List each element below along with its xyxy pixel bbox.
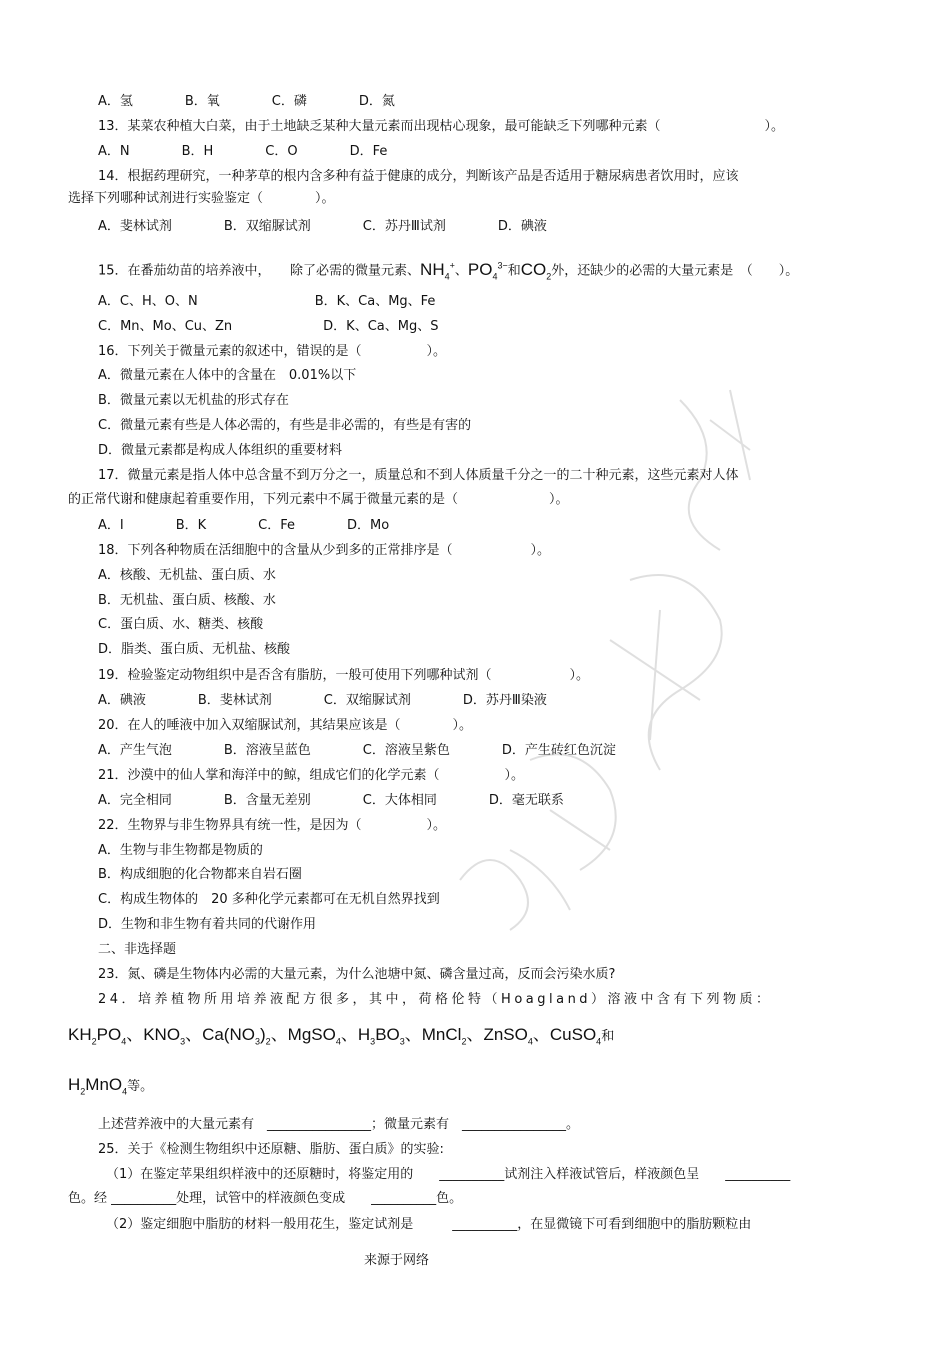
q14-options: A．斐林试剂 B．双缩脲试剂 C．苏丹Ⅲ试剂 D．碘液 bbox=[98, 219, 547, 234]
q18-stem: 18．下列各种物质在活细胞中的含量从少到多的正常排序是（ ）。 bbox=[98, 543, 551, 558]
q14-stem-line2: 选择下列哪种试剂进行实验鉴定（ ）。 bbox=[68, 191, 335, 206]
q18-option-c: C．蛋白质、水、糖类、核酸 bbox=[98, 617, 264, 632]
q24-stem: 24．培养植物所用培养液配方很多，其中，荷格伦特（Hoagland）溶液中含有下列物质： bbox=[98, 992, 773, 1007]
q18-option-a: A．核酸、无机盐、蛋白质、水 bbox=[98, 568, 276, 583]
q17-stem-line1: 17．微量元素是指人体中总含量不到万分之一，质量总和不到人体质量千分之一的二十种元素，这些元素对人体 bbox=[98, 468, 739, 483]
q19-stem: 19．检验鉴定动物组织中是否含有脂肪，一般可使用下列哪种试剂（ ）。 bbox=[98, 668, 590, 683]
q24-formula-line1: $KH_2PO_4$、$KNO_3$、$Ca(NO_3)_2$、MgSO$_4$、$H_3BO_3$、MnCl$_2$、ZnSO$_4$、CuSO$_4$和 bbox=[68, 1025, 615, 1047]
q13-options: A．N B．H C．O D．Fe bbox=[98, 144, 388, 159]
q22-option-c: C．构成生物体的 20 多种化学元素都可在无机自然界找到 bbox=[98, 892, 440, 907]
q16-stem: 16．下列关于微量元素的叙述中，错误的是（ ）。 bbox=[98, 344, 447, 359]
q15-options-line2: C．Mn、Mo、Cu、Zn D．K、Ca、Mg、S bbox=[98, 319, 439, 334]
q16-option-d: D．微量元素都是构成人体组织的重要材料 bbox=[98, 443, 343, 458]
q22-option-a: A．生物与非生物都是物质的 bbox=[98, 843, 263, 858]
q25-part1-line2[interactable]: 色。经 __________处理，试管中的样液颜色变成 __________色。 bbox=[68, 1191, 463, 1206]
q16-option-c: C．微量元素有些是人体必需的，有些是非必需的，有些是有害的 bbox=[98, 418, 472, 433]
q17-stem-line2: 的正常代谢和健康起着重要作用，下列元素中不属于微量元素的是（ ）。 bbox=[68, 492, 569, 507]
q18-option-b: B．无机盐、蛋白质、核酸、水 bbox=[98, 593, 276, 608]
q24-formula-line2: $H_2MnO_4$等。 bbox=[68, 1075, 154, 1097]
q12-options: A．氢 B．氧 C．磷 D．氮 bbox=[98, 94, 395, 109]
q17-options: A．I B．K C．Fe D．Mo bbox=[98, 518, 390, 533]
q15-options-line1: A．C、H、O、N B．K、Ca、Mg、Fe bbox=[98, 294, 436, 309]
q13-stem: 13．某菜农种植大白菜，由于土地缺乏某种大量元素而出现枯心现象，最可能缺乏下列哪种元素（ ）。 bbox=[98, 119, 785, 134]
co2-formula: $CO_2$ bbox=[520, 259, 552, 282]
q22-option-b: B．构成细胞的化合物都来自岩石圈 bbox=[98, 867, 302, 882]
q22-option-d: D．生物和非生物有着共同的代谢作用 bbox=[98, 917, 317, 932]
q22-stem: 22．生物界与非生物界具有统一性，是因为（ ）。 bbox=[98, 818, 447, 833]
q14-stem-line1: 14．根据药理研究，一种茅草的根内含多种有益于健康的成分，判断该产品是否适用于糖尿病患者饮用时，应该 bbox=[98, 169, 739, 184]
watermark bbox=[430, 380, 790, 940]
q18-option-d: D．脂类、蛋白质、无机盐、核酸 bbox=[98, 642, 291, 657]
q20-stem: 20．在人的唾液中加入双缩脲试剂，其结果应该是（ ）。 bbox=[98, 718, 473, 733]
q16-option-a: A．微量元素在人体中的含量在 0.01%以下 bbox=[98, 368, 357, 383]
q23-stem: 23．氮、磷是生物体内必需的大量元素，为什么池塘中氮、磷含量过高，反而会污染水质? bbox=[98, 967, 616, 982]
page-footer: 来源于网络 bbox=[364, 1253, 430, 1268]
q25-part1-line1[interactable]: （1）在鉴定苹果组织样液中的还原糖时，将鉴定用的 __________试剂注入样液试管后，样液颜色呈 __________ bbox=[106, 1167, 791, 1182]
q15-stem: 15．在番茄幼苗的培养液中， 除了必需的微量元素、$NH_4^+$、$PO_4^{3-}$和$CO_2$外，还缺少的必需的大量元素是 （ ）。 bbox=[98, 259, 799, 282]
q20-options: A．产生气泡 B．溶液呈蓝色 C．溶液呈紫色 D．产生砖红色沉淀 bbox=[98, 743, 616, 758]
q25-stem: 25．关于《检测生物组织中还原糖、脂肪、蛋白质》的实验: bbox=[98, 1142, 444, 1157]
q21-options: A．完全相同 B．含量无差别 C．大体相同 D．毫无联系 bbox=[98, 793, 564, 808]
nh4-ion: $NH_4^+$ bbox=[420, 259, 455, 282]
po4-ion: $PO_4^{3-}$ bbox=[467, 259, 508, 282]
q19-options: A．碘液 B．斐林试剂 C．双缩脲试剂 D．苏丹Ⅲ染液 bbox=[98, 693, 547, 708]
q24-answer-line[interactable]: 上述营养液中的大量元素有 ________________；微量元素有 ________________。 bbox=[98, 1117, 580, 1132]
q16-option-b: B．微量元素以无机盐的形式存在 bbox=[98, 393, 289, 408]
q25-part2-line1[interactable]: （2）鉴定细胞中脂肪的材料一般用花生，鉴定试剂是 __________，在显微镜下可看到细胞中的脂肪颗粒由 bbox=[106, 1217, 752, 1232]
q21-stem: 21．沙漠中的仙人掌和海洋中的鲸，组成它们的化学元素（ ）。 bbox=[98, 768, 525, 783]
section-heading: 二、非选择题 bbox=[98, 942, 177, 957]
